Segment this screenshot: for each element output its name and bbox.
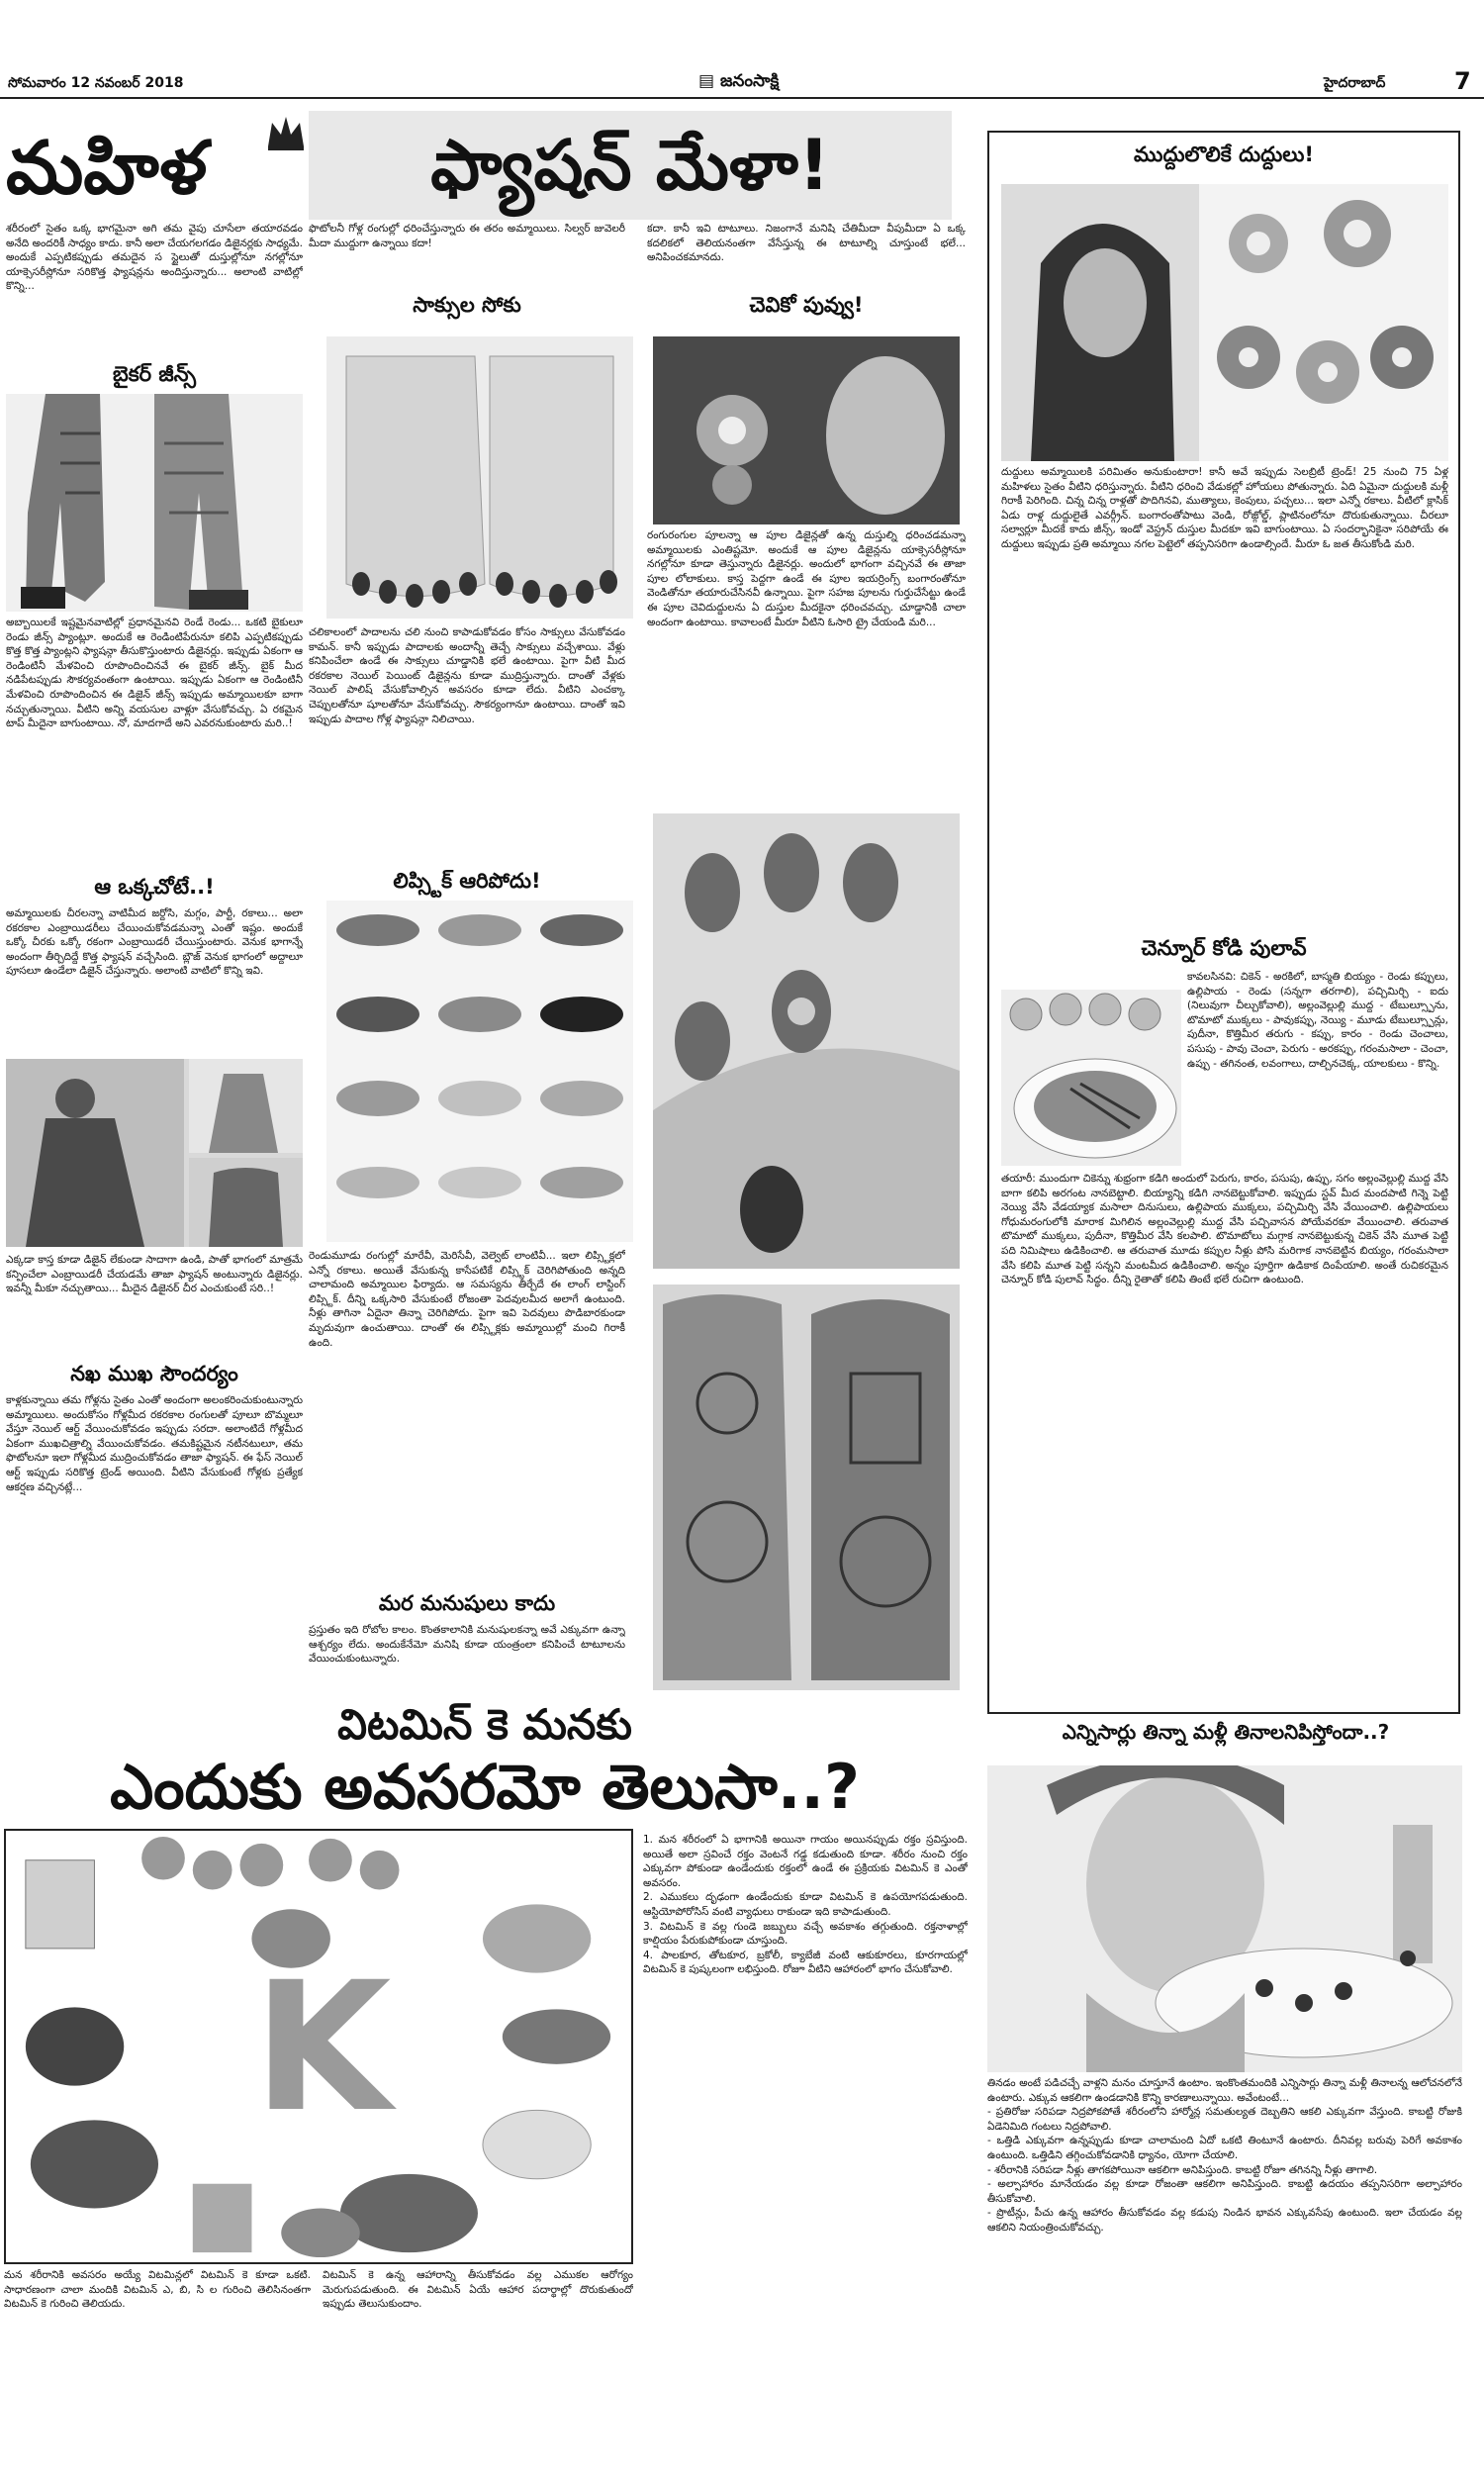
flower-ear-text: రంగురంగుల పూలన్నా ఆ పూల డిజైన్లతో ఉన్న దుస్తుల్ని ధరించడమన్నా అమ్మాయిలకు ఎంతిష్టమో. అందుకే ఆ పూల డిజైన్లను యాక్సెసరీస్లోనూ నగల్లోనూ కూడా తెస్తున్నారు డిజైనర్లు. అందులో భాగంగా వచ్చినవే ఈ తాజా పూల లోలాకులు. కాస్త పెద్దగా ఉండే ఈ పూల ఇయర్రింగ్స్ బంగారంతోనూ వెండితోనూ తయారుచేసినవీ ఉన్నాయి. పైగా సహజ పూలను గుర్తుచేసేట్టు ఉండే ఈ పూల చెవిదుద్దులను ఏ దుస్తుల మీదకైనా ధరించవచ్చు. చూడ్డానికి చాలా అందంగా ఉంటాయి. కావాలంటే మీరూ వీటిని ఓసారి ట్రై చేయండి మరి... <box>647 529 966 628</box>
paper-name: జనంసాక్షి <box>719 71 780 91</box>
eating-woman-photo <box>987 1765 1462 2072</box>
nail-art-photo <box>653 813 960 1269</box>
flower-earring-photo <box>653 336 960 524</box>
robots-heading: మర మనుషులు కాదు <box>378 1591 556 1615</box>
eating-text: తినడం అంటే పడిచచ్చే వాళ్లని మనం చూస్తూనే ఉంటాం. ఇంకొంతమందికి ఎన్నిసార్లు తిన్నా మళ్లీ తినాలన్న ఆలోచనలోనే ఉంటారు. ఎక్కువ ఆకలిగా ఉండడానికి కొన్ని కారణాలున్నాయి. అవేంటంటే... - ప్రతిరోజు సరిపడా నిద్రపోకపోతే శరీరంలోని హార్మోన్ల సమతుల్యత దెబ్బతిని ఆకలి ఎక్కువగా వేస్తుంది. కాబట్టి రోజుకి ఏడెనిమిది గంటలు నిద్రపోవాలి. - ఒత్తిడి ఎక్కువగా ఉన్నప్పుడు కూడా చాలామంది ఏదో ఒకటి తింటూనే ఉంటారు. దీనివల్ల బరువు పెరిగే అవకాశం ఉంటుంది. ఒత్తిడిని తగ్గించుకోవడానికి ధ్యానం, యోగా చేయాలి. - శరీరానికి సరిపడా నీళ్లు తాగకపోయినా ఆకలిగా అనిపిస్తుంది. కాబట్టి రోజూ తగినన్ని నీళ్లు తాగాలి. - అల్పాహారం మానేయడం వల్ల కూడా రోజంతా ఆకలిగా అనిపిస్తుంది. కాబట్టి ఉదయం తప్పనిసరిగా అల్పాహారం తీసుకోవాలి. - ప్రొటీన్లు, పీచు ఉన్న ఆహారం తీసుకోవడం వల్ల కడుపు నిండిన భావన ఎక్కువసేపు ఉంటుంది. ఇలా చేయడం వల్ల ఆకలిని నియంత్రించుకోవచ్చు. <box>987 2077 1462 2234</box>
pulao-ingredients: కావలసినవి: చికెన్ - అరకిలో, బాస్మతి బియ్యం - రెండు కప్పులు, ఉల్లిపాయ - రెండు (సన్నగా తరగాలి), పచ్చిమిర్చి - ఐదు (నిలువుగా చీల్చుకోవాలి), అల్లంవెల్లుల్లి ముద్ద - టేబుల్స్పూను, టొమాటో ముక్కలు - పావుకప్పు, నెయ్యి - మూడు టేబుల్స్పూన్లు, పుదీనా, కొత్తిమీర తరుగు - కప్పు, కారం - రెండు చెంచాలు, పసుపు - పావు చెంచా, పెరుగు - అరకప్పు, గరంమసాలా - చెంచా, ఉప్పు - తగినంత, లవంగాలు, దాల్చినచెక్క, యాలకులు - కొన్ని. <box>1187 971 1448 1070</box>
robot-tattoo-photo <box>653 1285 960 1690</box>
pulao-heading: చెన్నూర్ కోడి పులావ్ <box>1141 936 1307 960</box>
masthead-rule <box>0 97 1484 99</box>
fashion-title: ఫ్యాషన్ మేళా! <box>430 125 830 206</box>
masthead-city: హైదరాబాద్ <box>1324 75 1386 91</box>
biker-jeans-photo <box>6 394 303 612</box>
lipstick-heading: లిప్స్టిక్ ఆరిపోదు! <box>393 869 541 893</box>
col2-intro: ఫొటోలనీ గోళ్ల రంగుల్లో ధరించేస్తున్నారు ఈ తరం అమ్మాయిలు. సిల్వర్ జువెలరీ మీదా ముద్దుగా ఉన్నాయి కదా! <box>309 223 625 249</box>
nail-face-text: కాళ్లకున్నాయి తమ గోళ్లను సైతం ఎంతో అందంగా అలంకరించుకుంటున్నారు అమ్మాయిలు. అందుకోసం గోళ్లమీద రకరకాల రంగులతో పూలూ బొమ్మలూ వేస్తూ నెయిల్ ఆర్ట్ వేయించుకోవడం ఇప్పుడు సరదా. అలాంటిదే గోళ్లమీద ఏకంగా ముఖచిత్రాల్ని వేయించుకోవడం. తమకిష్టమైన నటీనటులూ, తమ ఫొటోలనూ ఇలా గోళ్లమీద ముద్రించుకోవడం తాజా ఫ్యాషన్. ఈ ఫేస్ నెయిల్ ఆర్ట్ ఇప్పుడు సరికొత్త ట్రెండ్ అయింది. వీటిని వేసుకుంటే గోళ్లకు ప్రత్యేక ఆకర్షణ వచ్చినట్లే... <box>6 1394 303 1493</box>
one-place-heading: ఆ ఒక్కచోటే..! <box>94 875 215 899</box>
newspaper-icon: ▤ <box>698 71 715 91</box>
vitamin-bottom-text-1: మన శరీరానికి అవసరం అయ్యే విటమిన్లలో విటమిన్ కె కూడా ఒకటి. సాధారణంగా చాలా మందికి విటమిన్ ఎ, బి, సి ల గురించి తెలిసినంతగా విటమిన్ కె గురించి తెలియదు. <box>4 2269 311 2311</box>
vitamin-bottom-text-2: విటమిన్ కె ఉన్న ఆహారాన్ని తీసుకోవడం వల్ల ఎముకల ఆరోగ్యం మెరుగుపడుతుంది. ఈ విటమిన్ ఏయే ఆహార పదార్థాల్లో దొరుకుతుందో ఇప్పుడు తెలుసుకుందాం. <box>323 2269 633 2311</box>
vitamin-heading-line2: ఎందుకు అవసరమో తెలుసా..? <box>110 1751 860 1823</box>
biker-jeans-text: అబ్బాయిలకే ఇష్టమైనవాటిల్లో ప్రధానమైనవి రెండే రెండు... ఒకటి బైకులూ రెండు జీన్స్ ప్యాంట్లూ. అందుకే ఆ రెండింటిపేరునూ కలిపి ఎప్పటికప్పుడు కొత్త కొత్త ప్యాంట్లని ఫ్యాషన్గా తీసుకొస్తుంటారు డిజైనర్లు. ఇప్పుడు ఏకంగా ఆ రెండింటినీ మేళవించి రూపొందించినవే ఈ బైకర్ జీన్స్. బైక్ మీద నడిపేటప్పుడు సౌకర్యవంతంగా ఉంటాయి. ఇప్పుడు ఏకంగా ఆ రెండింటినీ మేళవించి రూపొందించిన ఈ డిజైన్ జీన్స్ ఇప్పుడు అమ్మాయిలకూ బాగా నచ్చుతున్నాయి. వీటిని అన్ని వయసుల వాళ్లూ వేసుకోవచ్చు. ఏ రకమైన టాప్ మీదైనా బాగుంటాయి. నో, మాదగాదే అని ఎవరనుకుంటారు మరి..! <box>6 617 303 730</box>
paper-logo <box>698 71 779 95</box>
eating-heading: ఎన్నిసార్లు తిన్నా మళ్లీ తినాలనిపిస్తోందా..? <box>1062 1720 1390 1744</box>
masthead <box>0 0 1484 99</box>
socks-photo <box>326 336 633 619</box>
biker-jeans-heading: బైకర్ జీన్స్ <box>112 362 197 386</box>
section-logo: మహిళ <box>6 126 208 211</box>
lipstick-photo <box>326 901 633 1242</box>
nail-face-heading: నఖ ముఖ సౌందర్యం <box>70 1362 238 1385</box>
robots-text: ప్రస్తుతం ఇది రోబోల కాలం. కొంతకాలానికి మనుషులకన్నా అవే ఎక్కువగా ఉన్నా ఆశ్చర్యం లేదు. అందుకేనేమో మనిషి కూడా యంత్రంలా కనిపించే టాటూలను వేయించుకుంటున్నారు. <box>309 1624 625 1666</box>
vitamin-k-foods-photo <box>4 1829 633 2264</box>
vitamin-heading-line1: విటమిన్ కె మనకు <box>337 1700 632 1749</box>
one-place-text: అమ్మాయిలకు చీరలన్నా వాటిమీద జర్దోసి, మగ్గం, పార్టీ, రకాలు... అలా రకరకాల ఎంబ్రాయిడరీలు చేయించుకోవడమన్నా ఎంతో ఇష్టం. అందుకే ఒక్కో చీరకు ఒక్కో రకంగా ఎంబ్రాయిడరీ చేయిస్తుంటారు. వెనుక భాగాన్నే అందంగా తీర్చిదిద్దే కొత్త ఫ్యాషన్ వచ్చేసింది. బ్లౌజ్ వెనుక భాగంలో అద్దాలూ పూసలూ ఉండేలా డిజైన్ చేస్తున్నారు. అలాంటి వాటిలో కొన్ని ఇవి. <box>6 907 303 978</box>
flower-ear-heading: చెవికో పువ్వు! <box>749 293 864 317</box>
saree-photo <box>6 1059 303 1247</box>
vitamin-points: 1. మన శరీరంలో ఏ భాగానికి అయినా గాయం అయినప్పుడు రక్తం స్రవిస్తుంది. అయితే అలా స్రవించే రక్తం వెంటనే గడ్డ కడుతుంది కూడా. శరీరం నుంచి రక్తం ఎక్కువగా పోకుండా ఉండేందుకు రక్తంలో ఉండే ఈ ప్రక్రియకు విటమిన్ కె ఎంతో అవసరం. 2. ఎముకలు దృఢంగా ఉండేందుకు కూడా విటమిన్ కె ఉపయోగపడుతుంది. ఆస్టియోపోరోసిస్ వంటి వ్యాధులు రాకుండా ఇది కాపాడుతుంది. 3. విటమిన్ కె వల్ల గుండె జబ్బులు వచ్చే అవకాశం తగ్గుతుంది. రక్తనాళాల్లో కాల్షియం పేరుకుపోకుండా చూస్తుంది. 4. పాలకూర, తోటకూర, బ్రకోలీ, క్యాబేజీ వంటి ఆకుకూరలు, కూరగాయల్లో విటమిన్ కె పుష్కలంగా లభిస్తుంది. రోజూ వీటిని ఆహారంలో భాగం చేసుకోవాలి. <box>643 1834 968 1976</box>
socks-text: చలికాలంలో పాదాలను చలి నుంచి కాపాడుకోవడం కోసం సాక్సులు వేసుకోవడం కామన్. కానీ ఇప్పుడు పాదాలకు అందాన్నీ తెచ్చే సాక్సులు వచ్చేశాయి. వేళ్లు కనిపించేలా ఉండే ఈ సాక్సులు చూడ్డానికి భలే ఉంటాయి. పైగా వీటి మీద రకరకాల నెయిల్ పెయింట్ డిజైన్లను కూడా ముద్రిస్తున్నారు. దాంతో వేళ్లకు నెయిల్ పాలిష్ వేసుకోవాల్సిన అవసరం కూడా లేదు. వీటిని ఎంచక్కా చెప్పులతోనూ షూలతోనూ వేసుకోవచ్చు. సౌకర్యంగానూ ఉంటాయి. దాంతో ఇవి ఇప్పుడు పాదాల గోళ్ల ఫ్యాషన్గా నిలిచాయి. <box>309 626 625 725</box>
studs-heading: ముద్దులొలికే దుద్దులు! <box>1133 143 1315 166</box>
studs-text: దుద్దులు అమ్మాయిలకి పరిమితం అనుకుంటారా! కానీ అవే ఇప్పుడు సెలబ్రిటీ ట్రెండ్! 25 నుంచి 75 ఏళ్ల మహిళలు సైతం వీటిని ధరిస్తున్నారు. వీటిని ధరించి వేడుకల్లో హోయలు పోతున్నారు. ఏది ఏమైనా దుద్దులకి మళ్లీ గిరాకీ పెరిగింది. చిన్న చిన్న రాళ్లతో పొదిగినవి, ముత్యాలు, కెంపులు, పచ్చలు... ఇలా ఎన్నో రకాలు. వీటిలో క్లాసిక్ ఏడు రాళ్ల దుద్దులైతే ఎవర్గ్రీన్. బంగారంతోపాటు వెండి, రోజ్గోల్డ్, ప్లాటినంలోనూ దొరుకుతున్నాయి. చీరలూ సల్వార్లూ మీదకే కాదు జీన్స్, ఇండో వెస్ట్రన్ దుస్తుల మీదకూ ఇవి బాగుంటాయి. ఏ సందర్భానికైనా సరిపోయే ఈ దుద్దులు ఇప్పుడు ప్రతి అమ్మాయి నగల పెట్టెలో తప్పనిసరిగా ఉండాల్సిందే. మీరూ ఓ జత తీసుకోండి మరి. <box>1001 466 1448 550</box>
socks-heading: సాక్సుల సోకు <box>413 293 521 317</box>
pulao-method: తయారీ: ముందుగా చికెన్ను శుభ్రంగా కడిగి అందులో పెరుగు, కారం, పసుపు, ఉప్పు, సగం అల్లంవెల్లుల్లి ముద్ద వేసి బాగా కలిపి అరగంట నానబెట్టాలి. బియ్యాన్ని కడిగి నానబెట్టుకోవాలి. ఇప్పుడు స్టవ్ మీద మందపాటి గిన్నె పెట్టి నెయ్యి వేసి వేడయ్యాక మసాలా దినుసులు, ఉల్లిపాయ ముక్కలు, పచ్చిమిర్చి వేసి వేయించాలి. ఉల్లిపాయలు గోధుమరంగులోకి మారాక మిగిలిన అల్లంవెల్లుల్లి ముద్ద వేసి పచ్చివాసన పోయేవరకూ వేయించాలి. తరువాత టొమాటో ముక్కలు, పుదీనా, కొత్తిమీర వేసి కలపాలి. టొమాటోలు మగ్గాక నానబెట్టుకున్న చికెన్ వేసి మూత పెట్టి పది నిమిషాలు ఉడికించాలి. ఆ తరువాత మూడు కప్పుల నీళ్లు పోసి మరిగాక నానబెట్టిన బియ్యం, గరంమసాలా వేసి కలిపి మూత పెట్టి సన్నని మంటమీద ఉడికించాలి. అన్నం పూర్తిగా ఉడికాక దింపేయాలి. అంతే రుచికరమైన చెన్నూర్ కోడి పులావ్ సిద్ధం. దీన్ని రైతాతో కలిపి తింటే భలే రుచిగా ఉంటుంది. <box>1001 1173 1448 1286</box>
crown-icon <box>265 113 307 152</box>
saree-fashion-text: ఎక్కడా కాస్త కూడా డిజైన్ లేకుండా సాదాగా ఉండి, పాతో భాగంలో మాత్రమే కన్పించేలా ఎంబ్రాయిడరీ చేయడమే తాజా ఫ్యాషన్ అంటున్నారు డిజైనర్లు. ఇవన్నీ మీకూ నచ్చుతాయి... మీదైన డిజైనర్ చీర ఎంచుకుంటే సరి..! <box>6 1254 303 1295</box>
masthead-date: సోమవారం 12 నవంబర్ 2018 <box>8 75 184 91</box>
lipstick-text: రెండుమూడు రంగుల్లో మారేవీ, మెరిసేవీ, వెల్వెట్ లాంటివీ... ఇలా లిప్స్టిక్లలో ఎన్నో రకాలు. అయితే వేసుకున్న కాసేపటికే లిప్స్టిక్ చెరిగిపోతుంది అన్నది చాలామంది అమ్మాయిల ఫిర్యాదు. ఆ సమస్యను తీర్చేదే ఈ లాంగ్ లాస్టింగ్ లిప్స్టిక్. దీన్ని ఒక్కసారి వేసుకుంటే రోజంతా పెదవులమీద అలాగే ఉంటుంది. నీళ్లు తాగినా ఏదైనా తిన్నా చెరిగిపోదు. పైగా ఇవి పెదవులు పొడిబారకుండా మృదువుగా ఉంచుతాయి. దాంతో ఈ లిప్స్టిక్లకు అమ్మాయిల్లో మంచి గిరాకీ ఉంది. <box>309 1250 625 1349</box>
vitamin-letter: K <box>253 1945 392 2151</box>
section-title <box>309 111 952 220</box>
intro-text: శరీరంలో సైతం ఒక్క భాగమైనా అగి తమ వైపు చూసేలా తయారవడం అనేది అందరికీ సాధ్యం కాదు. కానీ అలా చేయగలగడం డిజైనర్లకు సాధ్యమే. అందుకే ఎప్పటికప్పుడు తమదైన స స్టైలుతో దుస్తుల్లోనూ నగల్లోనూ యాక్సెసరీస్లోనూ సరికొత్త ఫ్యాషన్లను అందిస్తున్నారు... అలాంటి వాటిల్లో కొన్ని... <box>6 223 303 293</box>
page-number: 7 <box>1454 67 1471 95</box>
studs-photo <box>1001 184 1448 461</box>
col3-intro: కదా. కానీ ఇవి టాటూలు. నిజంగానే మనిషి చేతిమీదా వీపుమీదా ఏ ఒక్క కదలికలో తెలియనంతగా వేసేస్తున్న ఈ టాటూల్ని చూస్తుంటే భలే... అనిపించకమానదు. <box>647 223 966 264</box>
